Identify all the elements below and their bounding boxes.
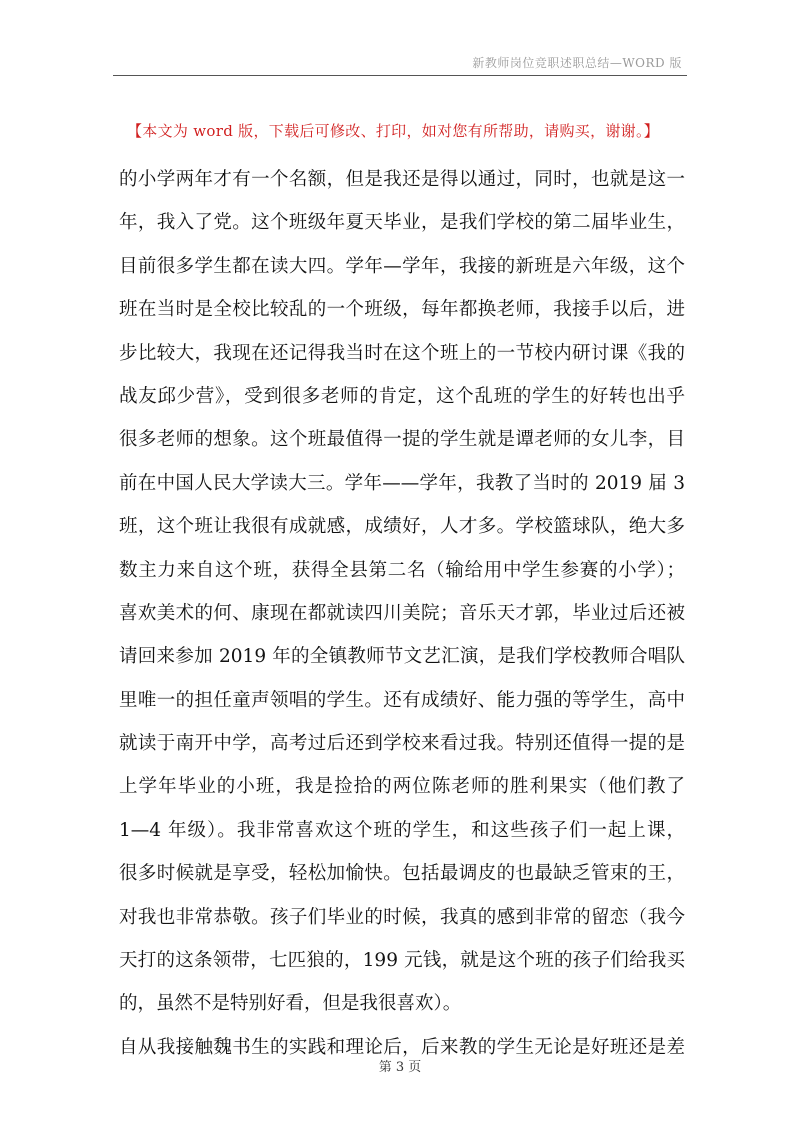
body-line: 前在中国人民大学读大三。学年——学年，我教了当时的 2019 届 3: [119, 472, 685, 494]
body-line: 1—4 年级）。我非常喜欢这个班的学生，和这些孩子们一起上课，: [119, 819, 685, 841]
body-line: 里唯一的担任童声领唱的学生。还有成绩好、能力强的等学生，高中: [119, 689, 685, 711]
document-body: [119, 158, 685, 1069]
body-line: 对我也非常恭敬。孩子们毕业的时候，我真的感到非常的留恋（我今: [119, 906, 685, 928]
body-line: 的，虽然不是特别好看，但是我很喜欢）。: [119, 993, 462, 1015]
body-line: 很多老师的想象。这个班最值得一提的学生就是谭老师的女儿李，目: [119, 429, 685, 451]
body-line: 战友邱少营》，受到很多老师的肯定，这个乱班的学生的好转也出乎: [119, 385, 685, 407]
running-header: 新教师岗位竞职述职总结—WORD 版: [472, 56, 682, 70]
body-line: 喜欢美术的何、康现在都就读四川美院；音乐天才郭，毕业过后还被: [119, 602, 685, 624]
body-line: 班在当时是全校比较乱的一个班级，每年都换老师，我接手以后，进: [119, 299, 685, 321]
body-line: 很多时候就是享受，轻松加愉快。包括最调皮的也最缺乏管束的王，: [119, 863, 685, 885]
download-notice: 【本文为 word 版，下载后可修改、打印，如对您有所帮助，请购买，谢谢。】: [127, 122, 660, 140]
body-line: 上学年毕业的小班，我是捡拾的两位陈老师的胜利果实（他们教了: [119, 776, 685, 798]
body-line: 目前很多学生都在读大四。学年—学年，我接的新班是六年级，这个: [119, 255, 685, 277]
body-line: 自从我接触魏书生的实践和理论后，后来教的学生无论是好班还是差: [119, 1036, 685, 1058]
body-line: 数主力来自这个班，获得全县第二名（输给用中学生参赛的小学）；: [119, 559, 685, 581]
body-line: 天打的这条领带，七匹狼的，199 元钱，就是这个班的孩子们给我买: [119, 950, 685, 972]
body-line: 步比较大，我现在还记得我当时在这个班上的一节校内研讨课《我的: [119, 342, 685, 364]
body-line: 年，我入了党。这个班级年夏天毕业，是我们学校的第二届毕业生，: [119, 212, 685, 234]
header-divider: [113, 75, 687, 76]
body-line: 的小学两年才有一个名额，但是我还是得以通过，同时，也就是这一: [119, 169, 685, 190]
body-line: 请回来参加 2019 年的全镇教师节文艺汇演，是我们学校教师合唱队: [119, 646, 685, 668]
body-line: 就读于南开中学，高考过后还到学校来看过我。特别还值得一提的是: [119, 733, 685, 755]
body-line: 班，这个班让我很有成就感，成绩好，人才多。学校篮球队，绝大多: [119, 516, 685, 538]
page-number: 第 3 页: [378, 1060, 422, 1075]
